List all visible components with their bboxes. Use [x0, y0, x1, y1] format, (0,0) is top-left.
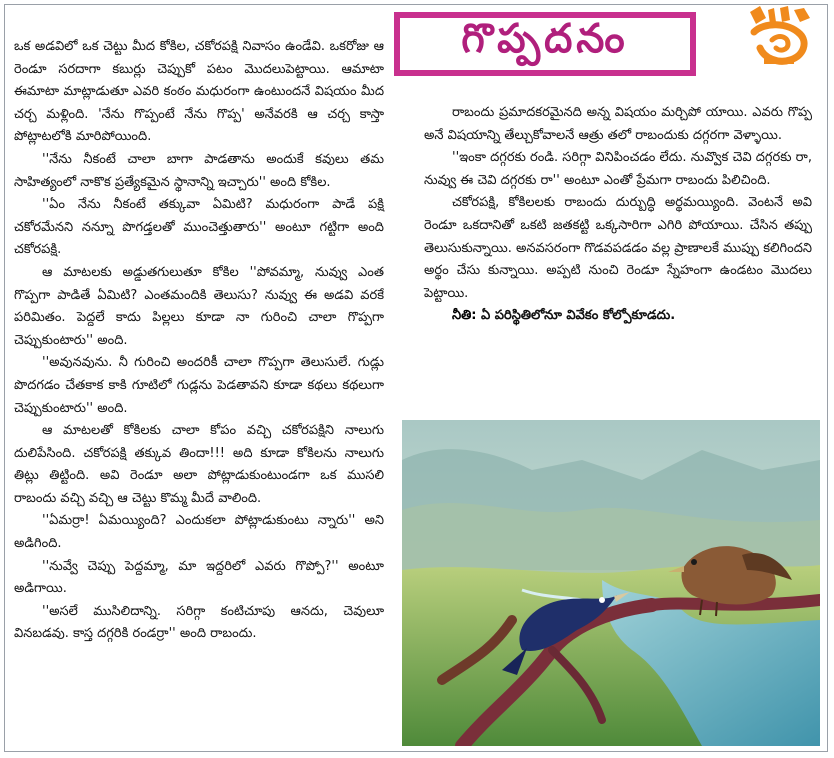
paragraph: ''నువ్వే చెప్పు పెద్దమ్మా, మా ఇద్దరిలో ఎవరు గొప్పో?'' అంటూ అడిగాయి. [14, 558, 384, 597]
paragraph: ''ఏమర్రా! ఏమయ్యింది? ఎందుకలా పోట్లాడుకుంటు న్నారు'' అని అడిగింది. [14, 513, 384, 552]
paragraph: ''అసలే ముసిలిదాన్ని. సరిగ్గా కంటిచూపు ఆనదు, చెవులూ వినబడవు. కాస్త దగ్గరికి రండర్రా'' అంది రాబందు. [14, 603, 384, 642]
moral-line [424, 305, 812, 328]
paragraph: ''నేను నీకంటే చాలా బాగా పాడతాను అందుకే కవులు తమ సాహిత్యంలో నాకొక ప్రత్యేకమైన స్థానాన్ని ఇచ్చారు'' అంది కోకిల. [14, 151, 384, 190]
katha-logo-icon [744, 4, 818, 66]
birds-on-branch-painting [402, 420, 820, 746]
katha-logo-graphic [744, 4, 818, 66]
paragraph: ఆ మాటలతో కోకిలకు చాలా కోపం వచ్చి చకోరపక్షిని నాలుగు దులిపేసింది. చకోరపక్షి తక్కువ తిందా!!! అది కూడా కోకిలను నాలుగు తిట్లు తిట్టింది. అవి రెండూ అలా పోట్లాడుకుంటుండగా ఒక ముసలి రాబందు వచ్చి వచ్చి ఆ చెట్టు కొమ్మ మీదే వాలింది. [14, 423, 384, 506]
paragraph: ''ఇంకా దగ్గరకు రండి. సరిగ్గా వినిపించడం లేదు. నువ్వొక చెవి దగ్గరకు రా, నువ్వు ఈ చెవి దగ్గరకు రా'' అంటూ ఎంతో ప్రేమగా రాబందు పిలిచింది. [424, 150, 812, 188]
paragraph: ''ఏం నేను నీకంటే తక్కువా ఏమిటి? మధురంగా పాడే పక్షి చకోరమేనని నన్నూ పొగడ్తలతో ముంచెత్తుతారు'' అంటూ గట్టిగా అంది చకోరపక్షి. [14, 197, 384, 258]
page-title: గొప్పదనం [461, 16, 629, 62]
paragraph: రాబందు ప్రమాదకరమైనది అన్న విషయం మర్చిపో యాయి. ఎవరు గొప్ప అనే విషయాన్ని తేల్చుకోవాలనే ఆత్రు తలో రాబందుకు దగ్గరగా వెళ్ళాయి. [424, 105, 812, 143]
story-illustration [402, 420, 820, 746]
moral-label: నీతి: [452, 308, 477, 324]
moral-text: ఏ పరిస్థితిలోనూ వివేకం కోల్పోకూడదు. [481, 308, 676, 324]
paragraph: చకోరపక్షి, కోకిలలకు రాబందు దుర్బుద్ధి అర్థమయ్యింది. వెంటనే అవి రెండూ ఒకదానితో ఒకటి జతకట్టి ఒక్కసారిగా ఎగిరి పోయాయి. చేసిన తప్పు తెలుసుకున్నాయి. అనవసరంగా గొడవపడడం వల్ల ప్రాణాలకే ముప్పు కలిగిందని అర్థం చేసు కున్నాయి. అప్పటి నుంచి రెండూ స్నేహంగా ఉండటం మొదలు పెట్టాయి. [424, 195, 812, 301]
story-left-column [14, 36, 384, 646]
paragraph: ఆ మాటలకు అడ్డుతగులుతూ కోకిల ''పోవమ్మా, నువ్వు ఎంత గొప్పగా పాడితే ఏమిటి? ఎంతమందికి తెలుసు? నువ్వు ఈ అడవి వరకే పరిమితం. పెద్దలే కాదు పిల్లలు కూడా నా గురించి చాలా గొప్పగా చెప్పుకుంటారు'' అంది. [14, 264, 384, 348]
story-right-column [424, 102, 812, 328]
title-banner [394, 12, 696, 76]
title-inner [400, 18, 690, 70]
paragraph: ఒక అడవిలో ఒక చెట్టు మీద కోకిల, చకోరపక్షి నివాసం ఉండేవి. ఒకరోజు ఆ రెండూ సరదాగా కబుర్లు చెప్పుకో పటం మొదలుపెట్టాయి. ఆమాటా ఈమాటా మాట్లాడుతూ ఎవరి కంఠం మధురంగా ఉంటుందనే విషయం మీద చర్చ మళ్లింది. 'నేను గొప్పంటే నేను గొప్ప' అనేవరకి ఆ చర్చ కాస్తా పోట్లాటలోకి మారిపోయింది. [14, 39, 384, 145]
paragraph: ''అవునవును. నీ గురించి అందరికీ చాలా గొప్పగా తెలుసులే. గుడ్లు పొదగడం చేతకాక కాకి గూటిలో గుడ్లను పెడతావని కూడా కథలు కథలుగా చెప్పుకుంటారు'' అంది. [14, 355, 384, 416]
